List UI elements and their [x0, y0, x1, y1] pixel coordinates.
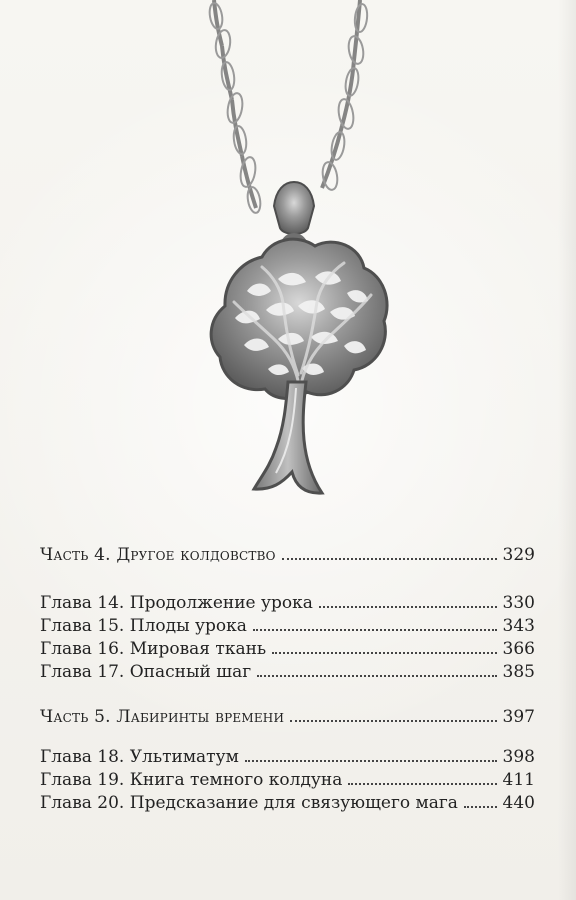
toc-title: Глава 17. Опасный шаг — [40, 662, 252, 682]
toc-page-number: 343 — [502, 616, 535, 636]
toc-entry-chapter-20 — [40, 793, 535, 817]
toc-entry-chapter-14 — [40, 593, 535, 617]
toc-title: Часть 5. Лабиринты времени — [40, 707, 285, 727]
toc-entry-part-5 — [40, 707, 535, 731]
toc-page-number: 411 — [502, 770, 535, 790]
toc-page-number: 398 — [502, 747, 535, 767]
leader-dots — [245, 760, 497, 762]
toc-entry-chapter-19 — [40, 770, 535, 794]
toc-title: Глава 19. Книга темного колдуна — [40, 770, 343, 790]
toc-title: Глава 18. Ультиматум — [40, 747, 239, 767]
toc-page-number: 397 — [502, 707, 535, 727]
leader-dots — [282, 558, 497, 560]
toc-entry-chapter-16 — [40, 639, 535, 663]
toc-title: Глава 20. Предсказание для связующего мага — [40, 793, 458, 813]
toc-page-number: 330 — [502, 593, 535, 613]
toc-page-number: 440 — [502, 793, 535, 813]
leader-dots — [464, 806, 497, 808]
toc-title: Глава 14. Продолжение урока — [40, 593, 313, 613]
toc-entry-chapter-18 — [40, 747, 535, 771]
page-edge-shadow — [558, 0, 576, 900]
toc-page-number: 385 — [502, 662, 535, 682]
tree-pendant-icon — [170, 0, 430, 520]
leader-dots — [253, 629, 497, 631]
leader-dots — [348, 783, 496, 785]
toc-entry-chapter-15 — [40, 616, 535, 640]
leader-dots — [257, 675, 496, 677]
toc-title: Глава 16. Мировая ткань — [40, 639, 267, 659]
toc-page-number: 329 — [502, 545, 535, 565]
leader-dots — [290, 720, 496, 722]
leader-dots — [319, 606, 497, 608]
leader-dots — [272, 652, 496, 654]
toc-page-number: 366 — [502, 639, 535, 659]
toc-title: Часть 4. Другое колдовство — [40, 545, 276, 565]
toc-title: Глава 15. Плоды урока — [40, 616, 247, 636]
toc-entry-chapter-17 — [40, 662, 535, 686]
toc-entry-part-4 — [40, 545, 535, 569]
